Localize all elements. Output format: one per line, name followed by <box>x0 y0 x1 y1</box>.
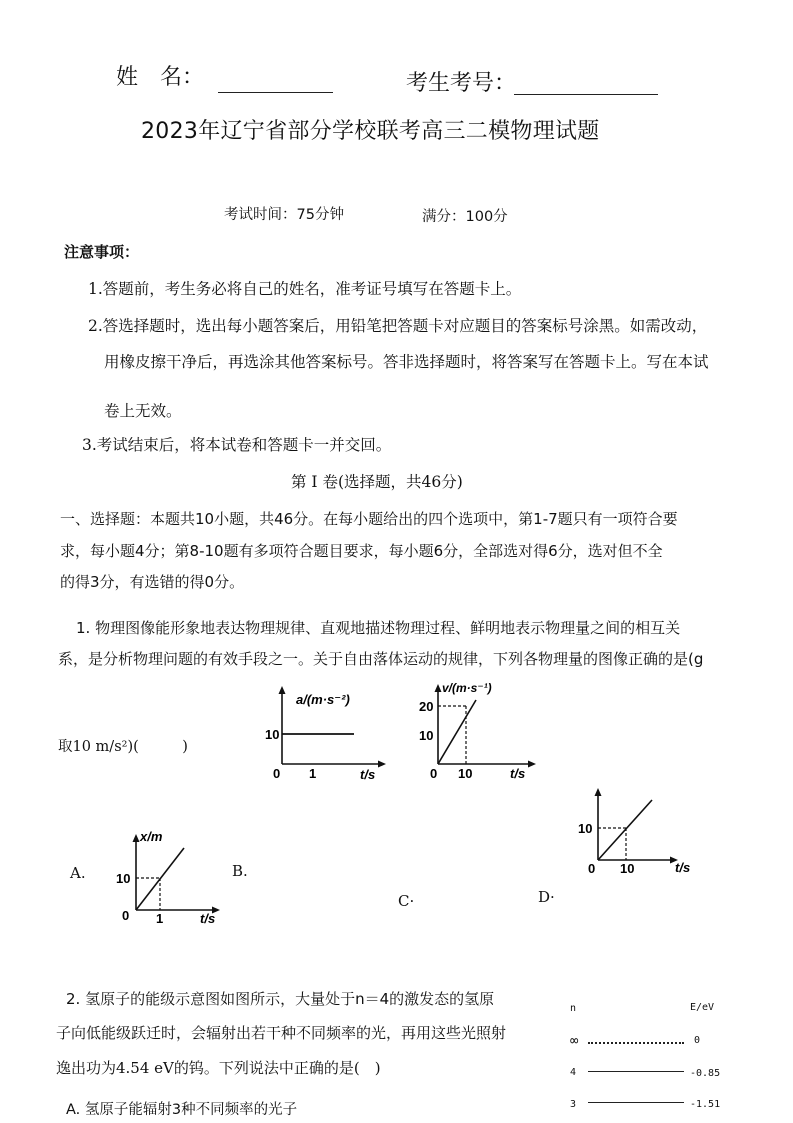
section-title: 第 I 卷(选择题，共46分) <box>291 473 463 491</box>
graph-v-t-line <box>438 700 476 764</box>
graph-d-xlabel: t/s <box>675 860 691 875</box>
q2-line-1: 2. 氢原子的能级示意图如图所示，大量处于n＝4的激发态的氢原 <box>66 990 495 1008</box>
energy-level-4-n: 4 <box>570 1067 577 1078</box>
energy-e-label: E/eV <box>690 1002 715 1013</box>
energy-level-4-value: -0.85 <box>690 1068 721 1079</box>
graph-a-t-ytick: 10 <box>265 727 280 742</box>
energy-level-3-n: 3 <box>570 1099 577 1110</box>
q1-option-b[interactable]: B. <box>232 862 248 880</box>
graph-a-t-ylabel: a/(m·s⁻²) <box>296 692 350 707</box>
exam-time: 考试时间：75分钟 <box>224 207 344 223</box>
graph-v-t-origin: 0 <box>430 766 438 780</box>
energy-level-inf-n: ∞ <box>570 1033 579 1049</box>
graph-d-line <box>598 800 652 860</box>
graph-v-t-ylabel: v/(m·s⁻¹) <box>442 681 492 695</box>
q1-option-a[interactable]: A. <box>70 864 86 882</box>
graph-d-ytick: 10 <box>578 821 593 836</box>
graph-d-origin: 0 <box>588 861 596 876</box>
graph-a-t-origin: 0 <box>273 766 281 780</box>
graph-v-t-ytick-10: 10 <box>419 728 434 743</box>
graph-v-t <box>418 676 543 780</box>
graph-d <box>576 786 696 876</box>
graph-v-t-xlabel: t/s <box>510 766 526 780</box>
q1-line-2: 系，是分析物理问题的有效手段之一。关于自由落体运动的规律，下列各物理量的图像正确的是(g <box>58 650 704 668</box>
notice-item-3: 3.考试结束后，将本试卷和答题卡一并交回。 <box>82 436 392 454</box>
name-field[interactable] <box>218 70 333 93</box>
graph-x-t-xlabel: t/s <box>200 911 216 924</box>
q1-line-1: 1. 物理图像能形象地表达物理规律、直观地描述物理过程、鲜明地表示物理量之间的相互关 <box>76 619 681 637</box>
notice-heading: 注意事项： <box>64 243 140 261</box>
page-title: 2023年辽宁省部分学校联考高三二模物理试题 <box>141 119 600 144</box>
notice-item-2-line-1: 2.答选择题时，选出每小题答案后，用铅笔把答题卡对应题目的答案标号涂黑。如需改动， <box>88 317 708 335</box>
part1-line-3: 的得3分，有选错的得0分。 <box>60 573 245 591</box>
graph-x-t <box>114 828 234 924</box>
student-id-label: 考生考号： <box>406 71 517 96</box>
graph-x-t-ytick: 10 <box>116 871 131 886</box>
q2-line-2: 子向低能级跃迁时，会辐射出若干种不同频率的光，再用这些光照射 <box>56 1024 507 1042</box>
energy-level-4-line <box>588 1071 684 1072</box>
q2-line-3: 逸出功为4.54 eV的钨。下列说法中正确的是( ) <box>56 1059 381 1077</box>
graph-a-t-xtick: 1 <box>309 766 317 780</box>
notice-item-2-line-3: 卷上无效。 <box>104 402 182 420</box>
graph-x-t-ylabel: x/m <box>140 829 163 844</box>
notice-item-1: 1.答题前，考生务必将自己的姓名，准考证号填写在答题卡上。 <box>88 280 522 298</box>
energy-level-3-line <box>588 1102 684 1103</box>
energy-level-inf-value: 0 <box>694 1035 701 1046</box>
part1-line-2: 求，每小题4分；第8-10题有多项符合题目要求，每小题6分，全部选对得6分，选对但不全 <box>60 542 663 560</box>
energy-n-label: n <box>570 1003 577 1014</box>
graph-d-xtick: 10 <box>620 861 635 876</box>
graph-v-t-ytick-20: 20 <box>419 699 434 714</box>
graph-x-t-origin: 0 <box>122 908 130 923</box>
q1-option-d[interactable]: D· <box>538 888 555 906</box>
graph-a-t <box>262 680 392 780</box>
graph-x-t-xtick: 1 <box>156 911 164 924</box>
part1-line-1: 一、选择题：本题共10小题，共46分。在每小题给出的四个选项中，第1-7题只有一项符合要 <box>60 510 678 528</box>
full-score: 满分：100分 <box>422 209 508 225</box>
energy-level-3-value: -1.51 <box>690 1099 721 1110</box>
notice-item-2-line-2: 用橡皮擦干净后，再选涂其他答案标号。答非选择题时，将答案写在答题卡上。写在本试 <box>104 353 709 371</box>
q1-line-3: 取10 m/s²)( ) <box>58 739 188 755</box>
graph-v-t-xtick: 10 <box>458 766 473 780</box>
student-id-field[interactable] <box>514 72 658 95</box>
energy-level-inf-line <box>588 1042 684 1044</box>
q1-option-c[interactable]: C· <box>398 892 415 910</box>
name-label: 姓 名： <box>116 65 205 90</box>
q2-option-a[interactable]: A. 氢原子能辐射3种不同频率的光子 <box>66 1102 298 1118</box>
graph-a-t-xlabel: t/s <box>360 767 376 780</box>
